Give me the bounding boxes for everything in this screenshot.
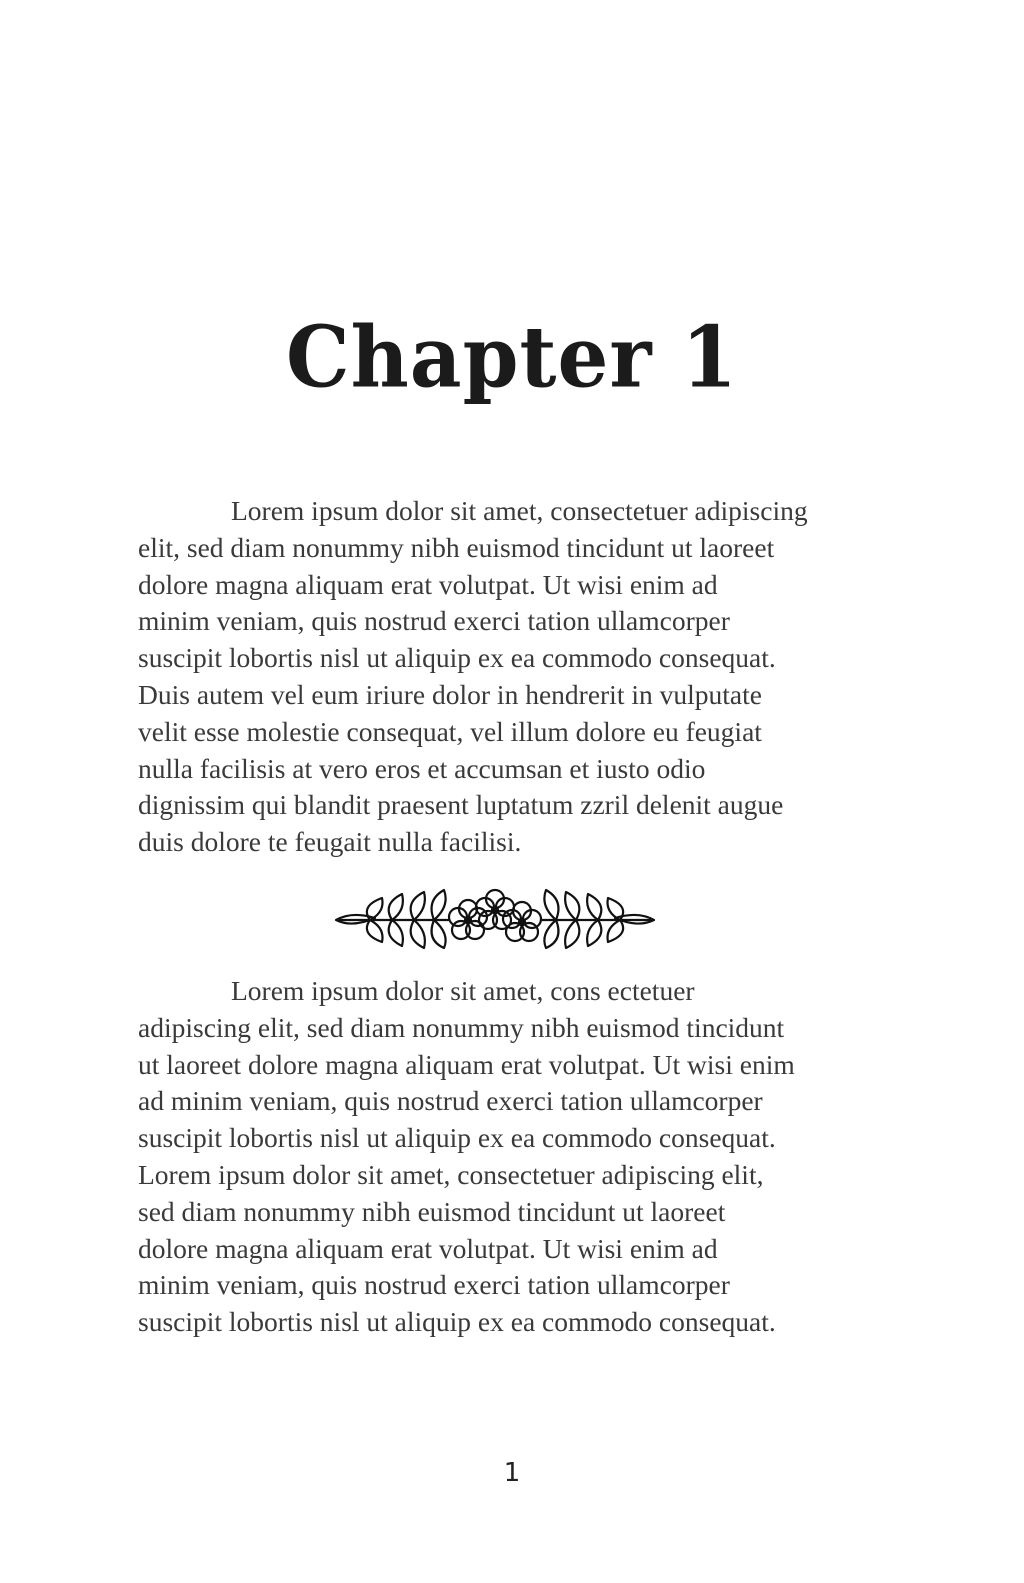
paragraph-line: suscipit lobortis nisl ut aliquip ex ea commodo consequat. [138,1306,776,1338]
paragraph-line: dolore magna aliquam erat volutpat. Ut wisi enim ad [138,1232,718,1264]
paragraph-line: dignissim qui blandit praesent luptatum zzril delenit augue [138,789,784,821]
floral-divider-icon [330,880,660,950]
paragraph-line: suscipit lobortis nisl ut aliquip ex ea commodo consequat. [138,1122,776,1154]
paragraph-line: duis dolore te feugait nulla facilisi. [138,826,522,858]
paragraph-line: nulla facilisis at vero eros et accumsan et iusto odio [138,752,706,784]
paragraph-2 [138,973,908,1341]
paragraph-line: Lorem ipsum dolor sit amet, cons ectetuer [231,975,695,1006]
paragraph-line: elit, sed diam nonummy nibh euismod tincidunt ut laoreet [138,531,775,563]
paragraph-line: velit esse molestie consequat, vel illum dolore eu feugiat [138,715,762,747]
paragraph-line: dolore magna aliquam erat volutpat. Ut wisi enim ad [138,568,718,600]
paragraph-line: suscipit lobortis nisl ut aliquip ex ea commodo consequat. [138,642,776,674]
chapter-title: Chapter 1 [285,307,739,407]
paragraph-line: ad minim veniam, quis nostrud exerci tation ullamcorper [138,1085,763,1117]
paragraph-1 [138,493,908,861]
paragraph-line: Lorem ipsum dolor sit amet, consectetuer adipiscing elit, [138,1158,764,1190]
paragraph-line: minim veniam, quis nostrud exerci tation ullamcorper [138,605,730,637]
paragraph-line: adipiscing elit, sed diam nonummy nibh euismod tincidunt [138,1011,785,1043]
paragraph-line: minim veniam, quis nostrud exerci tation ullamcorper [138,1269,730,1301]
paragraph-line: Duis autem vel eum iriure dolor in hendrerit in vulputate [138,678,762,710]
paragraph-line: Lorem ipsum dolor sit amet, consectetuer adipiscing [231,495,808,526]
paragraph-line: sed diam nonummy nibh euismod tincidunt ut laoreet [138,1195,726,1227]
paragraph-line: ut laoreet dolore magna aliquam erat volutpat. Ut wisi enim [138,1048,795,1080]
page-number: 1 [503,1458,521,1488]
